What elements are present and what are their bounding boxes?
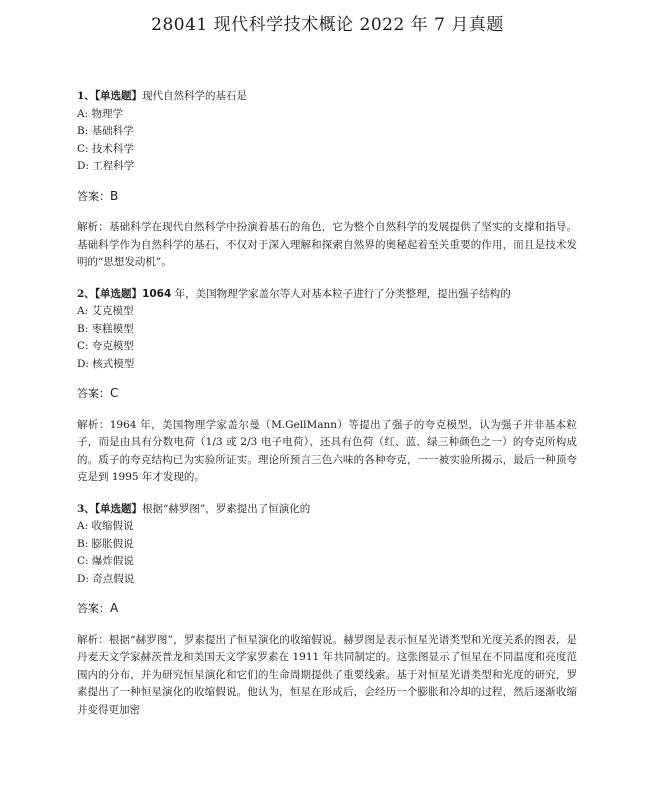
question-stem [77, 286, 577, 304]
question-type: 【单选题】 [94, 502, 143, 515]
option-d: D: 核式模型 [77, 357, 135, 370]
option-d: D: 奇点假说 [77, 572, 135, 585]
answer-value: B [110, 188, 119, 203]
option-c: C: 夸克模型 [77, 340, 134, 352]
option-c: C: 技术科学 [77, 142, 134, 155]
question-text: 现代自然科学的基石是 [142, 90, 248, 102]
answer-line [77, 385, 577, 403]
option-d: D: 工程科学 [77, 160, 135, 172]
answer-line [77, 600, 577, 618]
answer-label: 答案： [77, 189, 110, 203]
option-b: B: 基础科学 [77, 125, 134, 137]
question-item [77, 88, 577, 272]
answer-value: A [110, 601, 119, 615]
question-type: 【单选题】 [94, 287, 143, 300]
answer-label: 答案： [77, 602, 110, 615]
answer-line [77, 188, 577, 206]
question-number: 3、 [77, 502, 95, 515]
question-stem [77, 88, 577, 106]
question-number: 1、 [77, 90, 95, 102]
analysis-text: 解析：1964 年，美国物理学家盖尔曼（M.GellMann）等提出了强子的夸克模型，认为强子并非基本粒子，而是由具有分数电荷（1/3 或 2/3 电子电荷）、还具有色荷（红、蓝、绿三种颜色之一）的夸克所构成的。质子的夸克结构已为实验所证实。理论所预言三色六味的各种夸克，一一被实验所揭示，最后一种顶夸克是到 1995 年才发现的。 [77, 418, 577, 483]
question-number: 2、 [77, 287, 95, 300]
question-stem [77, 501, 577, 519]
question-item [77, 286, 577, 487]
option-a: A: 物理学 [77, 107, 123, 120]
question-item [77, 501, 577, 720]
option-a: A: 艾克模型 [77, 305, 134, 317]
option-c: C: 爆炸假说 [77, 555, 134, 567]
option-b: B: 枣糕模型 [77, 322, 134, 335]
question-text: 根据“赫罗图”，罗素提出了恒演化的 [142, 502, 311, 515]
question-year: 1064 [142, 287, 172, 300]
analysis-text: 解析：基础科学在现代自然科学中扮演着基石的角色，它为整个自然科学的发展提供了坚实的支撑和指导。基础科学作为自然科学的基石，不仅对于深入理解和探索自然界的奥秘起着至关重要的作用，而且是技术发明的“思想发动机”。 [77, 221, 577, 268]
analysis-text: 解析：根据“赫罗图”，罗素提出了恒星演化的收缩假说。赫罗图是表示恒星光谱类型和光度关系的图表，是丹麦天文学家赫茨普龙和美国天文学家罗素在 1911 年共同制定的。这张图显示了恒星在不同温度和亮度范围内的分布，并为研究恒星演化和它们的生命周期提供了重要线索。基于对恒星光谱类型和光度的研究，罗素提出了一种恒星演化的收缩假说。他认为，恒星在形成后，会经历一个膨胀和冷却的过程，然后逐渐收缩并变得更加密 [77, 633, 577, 716]
question-list [77, 88, 577, 733]
answer-label: 答案： [77, 387, 110, 400]
question-type: 【单选题】 [94, 90, 143, 102]
answer-value: C [110, 386, 119, 400]
question-text: 年，美国物理学家盖尔等人对基本粒子进行了分类整理，提出强子结构的 [171, 287, 511, 300]
page-title: 28041 现代科学技术概论 2022 年 7 月真题 [151, 15, 504, 35]
option-b: B: 膨胀假说 [77, 537, 134, 550]
option-a: A: 收缩假说 [77, 520, 134, 532]
